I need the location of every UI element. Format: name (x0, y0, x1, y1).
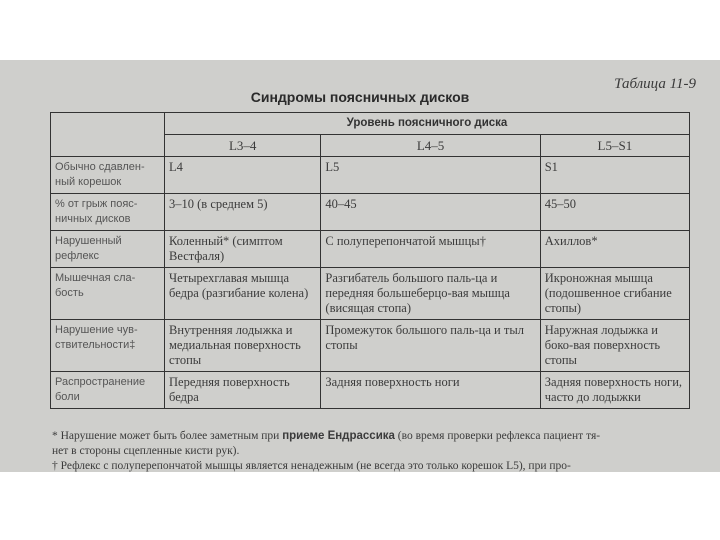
table-cell: Разгибатель большого паль-ца и передняя большеберцо-вая мышца (висящая стопа) (321, 268, 540, 320)
table-cell: Наружная лодыжка и боко-вая поверхность стопы (540, 320, 689, 372)
table-cell: Задняя поверхность ноги, часто до лодыжки (540, 372, 689, 409)
table-row (51, 194, 690, 231)
table-cell: 3–10 (в среднем 5) (165, 194, 321, 231)
table-cell: Передняя поверхность бедра (165, 372, 321, 409)
footnote-text: * Нарушение может быть более заметным при (52, 430, 283, 442)
level-header: Уровень поясничного диска (165, 113, 690, 135)
table-row (51, 268, 690, 320)
table-row (51, 372, 690, 409)
table-row (51, 231, 690, 268)
table-cell: Внутренняя лодыжка и медиальная поверхность стопы (165, 320, 321, 372)
column-header-l3-l4: L3–4 (165, 135, 321, 157)
table-cell: L5 (321, 157, 540, 194)
table-cell: Икроножная мышца (подошвенное сгибание стопы) (540, 268, 689, 320)
table-cell: 45–50 (540, 194, 689, 231)
corner-cell (51, 113, 165, 157)
table-cell: Коленный* (симптом Вестфаля) (165, 231, 321, 268)
footnotes (52, 429, 692, 472)
disc-syndromes-table (50, 112, 690, 409)
table-cell: S1 (540, 157, 689, 194)
table-cell: С полуперепончатой мышцы† (321, 231, 540, 268)
row-label: Мышечная сла-бость (51, 268, 165, 320)
table-cell: Четырехглавая мышца бедра (разгибание колена) (165, 268, 321, 320)
footnote-2: † Рефлекс с полуперепончатой мышцы является ненадежным (не всегда это только корешок L5), при про- (52, 460, 571, 472)
row-label: Нарушение чув-ствительности‡ (51, 320, 165, 372)
table-row (51, 320, 690, 372)
table-cell: Ахиллов* (540, 231, 689, 268)
row-label: Нарушенный рефлекс (51, 231, 165, 268)
row-label: % от грыж пояс-ничных дисков (51, 194, 165, 231)
table-title: Синдромы поясничных дисков (250, 89, 470, 105)
book-page (0, 60, 720, 472)
row-label: Распространение боли (51, 372, 165, 409)
table-cell: 40–45 (321, 194, 540, 231)
table-number: Таблица 11-9 (614, 76, 696, 92)
row-label: Обычно сдавлен-ный корешок (51, 157, 165, 194)
footnote-text: (во время проверки рефлекса пациент тя- (394, 430, 601, 442)
column-header-l4-l5: L4–5 (321, 135, 540, 157)
footnote-emphasis: приеме Ендрассика (282, 430, 395, 442)
footnote-1 (52, 429, 692, 444)
table-cell: Задняя поверхность ноги (321, 372, 540, 409)
table-cell: Промежуток большого паль-ца и тыл стопы (321, 320, 540, 372)
column-header-l5-s1: L5–S1 (540, 135, 689, 157)
table-cell: L4 (165, 157, 321, 194)
footnote-1-continued: нет в стороны сцепленные кисти рук). (52, 445, 240, 457)
table-row (51, 157, 690, 194)
